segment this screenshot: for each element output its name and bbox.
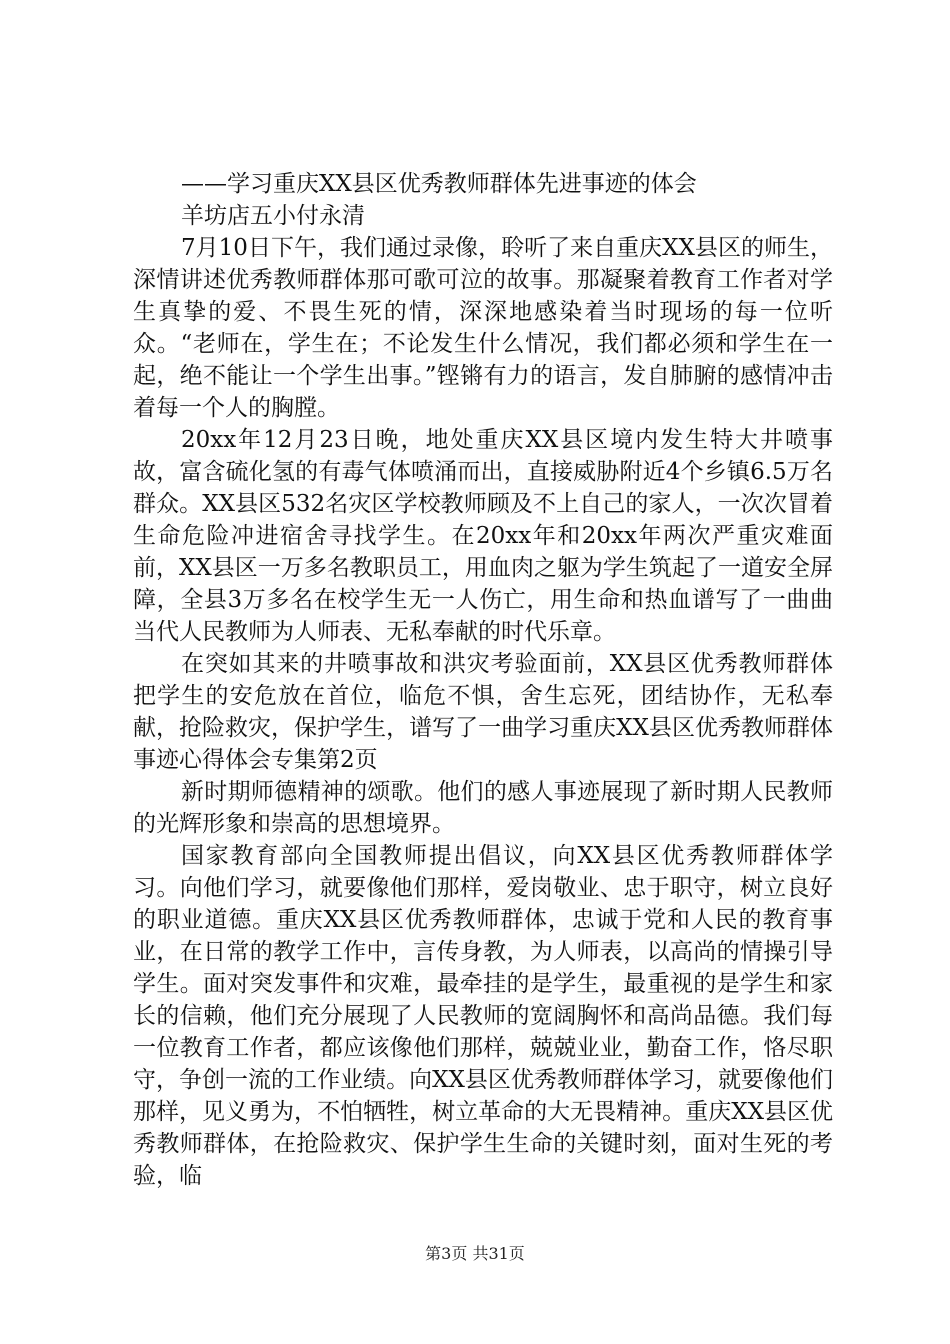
page-footer: 第3页 共31页 bbox=[425, 1244, 525, 1263]
paragraph-4: 新时期师德精神的颂歌。他们的感人事迹展现了新时期人民教师的光辉形象和崇高的思想境界。 bbox=[133, 779, 833, 837]
paragraph-5: 国家教育部向全国教师提出倡议，向XX县区优秀教师群体学习。向他们学习，就要像他们那样，爱岗敬业、忠于职守，树立良好的职业道德。重庆XX县区优秀教师群体，忠诚于党和人民的教育事业，在日常的教学工作中，言传身教，为人师表，以高尚的情操引导学生。面对突发事件和灾难，最牵挂的是学生，最重视的是学生和家长的信赖，他们充分展现了人民教师的宽阔胸怀和高尚品德。我们每一位教育工作者，都应该像他们那样，兢兢业业，勤奋工作，恪尽职守，争创一流的工作业绩。向XX县区优秀教师群体学习，就要像他们那样，见义勇为，不怕牺牲，树立革命的大无畏精神。重庆XX县区优秀教师群体，在抢险救灾、保护学生生命的关键时刻，面对生死的考验，临 bbox=[133, 843, 833, 1189]
paragraph-3: 在突如其来的井喷事故和洪灾考验面前，XX县区优秀教师群体把学生的安危放在首位，临危不惧，舍生忘死，团结协作，无私奉献，抢险救灾，保护学生，谱写了一曲学习重庆XX县区优秀教师群体事迹心得体会专集第2页 bbox=[133, 651, 833, 773]
paragraph-2: 20xx年12月23日晚，地处重庆XX县区境内发生特大井喷事故，富含硫化氢的有毒气体喷涌而出，直接威胁附近4个乡镇6.5万名群众。XX县区532名灾区学校教师顾及不上自己的家人，一次次冒着生命危险冲进宿舍寻找学生。在20xx年和20xx年两次严重灾难面前，XX县区一万多名教职员工，用血肉之躯为学生筑起了一道安全屏障，全县3万多名在校学生无一人伤亡，用生命和热血谱写了一曲曲当代人民教师为人师表、无私奉献的时代乐章。 bbox=[133, 427, 833, 645]
paragraph-1: 7月10日下午，我们通过录像，聆听了来自重庆XX县区的师生，深情讲述优秀教师群体那可歌可泣的故事。那凝聚着教育工作者对学生真挚的爱、不畏生死的情，深深地感染着当时现场的每一位听众。“老师在，学生在；不论发生什么情况，我们都必须和学生在一起，绝不能让一个学生出事。”铿锵有力的语言，发自肺腑的感情冲击着每一个人的胸膛。 bbox=[133, 235, 833, 421]
document-author: 羊坊店五小付永清 bbox=[181, 203, 365, 229]
document-subtitle: ——学习重庆XX县区优秀教师群体先进事迹的体会 bbox=[181, 171, 697, 197]
document-body bbox=[133, 168, 833, 1192]
